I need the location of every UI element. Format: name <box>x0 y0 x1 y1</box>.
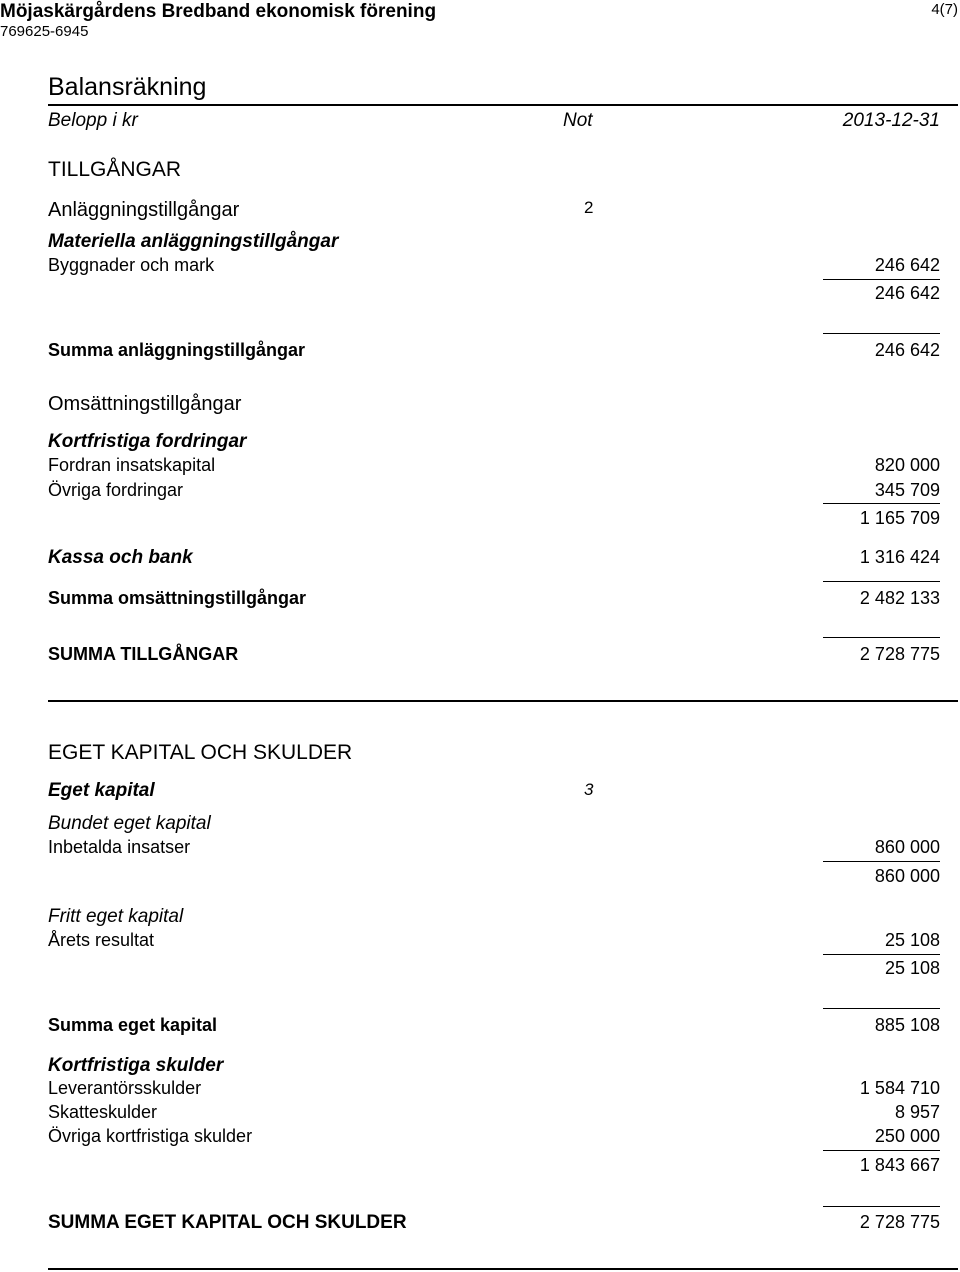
assets-total-label: SUMMA TILLGÅNGAR <box>48 644 239 664</box>
buildings-value: 246 642 <box>874 255 940 275</box>
receivables-subtotal: 1 165 709 <box>859 508 940 528</box>
receivables-heading: Kortfristiga fordringar <box>48 431 247 452</box>
result-value: 25 108 <box>884 930 940 950</box>
cash-value: 1 316 424 <box>859 547 940 567</box>
underline <box>823 279 940 280</box>
fixed-assets-heading: Anläggningstillgångar <box>48 199 240 221</box>
contributions-label: Inbetalda insatser <box>48 837 191 857</box>
suppliers-label: Leverantörsskulder <box>48 1078 202 1098</box>
cash-label: Kassa och bank <box>48 547 193 568</box>
fixed-assets-note: 2 <box>584 198 594 217</box>
fixed-assets-total-label: Summa anläggningstillgångar <box>48 340 306 360</box>
tax-label: Skatteskulder <box>48 1102 158 1122</box>
capital-claim-value: 820 000 <box>874 455 940 475</box>
fixed-assets-total-value: 246 642 <box>874 340 940 360</box>
other-liabilities-label: Övriga kortfristiga skulder <box>48 1126 253 1146</box>
note-column-label: Not <box>563 110 593 131</box>
underline <box>823 1206 940 1207</box>
equity-total-value: 885 108 <box>874 1015 940 1035</box>
assets-heading: TILLGÅNGAR <box>48 158 182 181</box>
underline <box>823 954 940 955</box>
underline <box>823 581 940 582</box>
underline <box>823 861 940 862</box>
section-rule <box>48 700 958 702</box>
current-assets-total-value: 2 482 133 <box>859 588 940 608</box>
underline <box>823 637 940 638</box>
restricted-equity-heading: Bundet eget kapital <box>48 813 211 834</box>
bottom-rule <box>48 1268 958 1270</box>
amount-column-label: Belopp i kr <box>48 110 138 131</box>
unrestricted-equity-heading: Fritt eget kapital <box>48 906 184 927</box>
organization-number: 769625-6945 <box>0 23 89 40</box>
other-liabilities-value: 250 000 <box>874 1126 940 1146</box>
suppliers-value: 1 584 710 <box>859 1078 940 1098</box>
liabilities-heading: Kortfristiga skulder <box>48 1055 224 1076</box>
company-name: Möjaskärgårdens Bredband ekonomisk förening <box>0 1 437 22</box>
current-assets-heading: Omsättningstillgångar <box>48 393 242 415</box>
tangible-assets-heading: Materiella anläggningstillgångar <box>48 231 339 252</box>
restricted-subtotal: 860 000 <box>874 866 940 886</box>
date-column-label: 2013-12-31 <box>842 110 940 131</box>
underline <box>823 1150 940 1151</box>
result-label: Årets resultat <box>48 930 155 950</box>
other-receivables-label: Övriga fordringar <box>48 480 184 500</box>
assets-total-value: 2 728 775 <box>859 644 940 664</box>
equity-heading: Eget kapital <box>48 780 155 801</box>
contributions-value: 860 000 <box>874 837 940 857</box>
equity-liabilities-total-value: 2 728 775 <box>859 1212 940 1232</box>
other-receivables-value: 345 709 <box>874 480 940 500</box>
underline <box>823 503 940 504</box>
capital-claim-label: Fordran insatskapital <box>48 455 216 475</box>
page-title: Balansräkning <box>48 73 207 101</box>
equity-total-label: Summa eget kapital <box>48 1015 218 1035</box>
liabilities-subtotal: 1 843 667 <box>859 1155 940 1175</box>
equity-note: 3 <box>584 780 594 799</box>
tangible-subtotal: 246 642 <box>874 283 940 303</box>
buildings-label: Byggnader och mark <box>48 255 215 275</box>
current-assets-total-label: Summa omsättningstillgångar <box>48 588 307 608</box>
equity-liabilities-total-label: SUMMA EGET KAPITAL OCH SKULDER <box>48 1212 407 1233</box>
equity-liabilities-heading: EGET KAPITAL OCH SKULDER <box>48 741 353 764</box>
title-rule <box>48 104 958 106</box>
unrestricted-subtotal: 25 108 <box>884 958 940 978</box>
tax-value: 8 957 <box>894 1102 940 1122</box>
underline <box>823 1008 940 1009</box>
page-number: 4(7) <box>931 1 958 18</box>
underline <box>823 333 940 334</box>
